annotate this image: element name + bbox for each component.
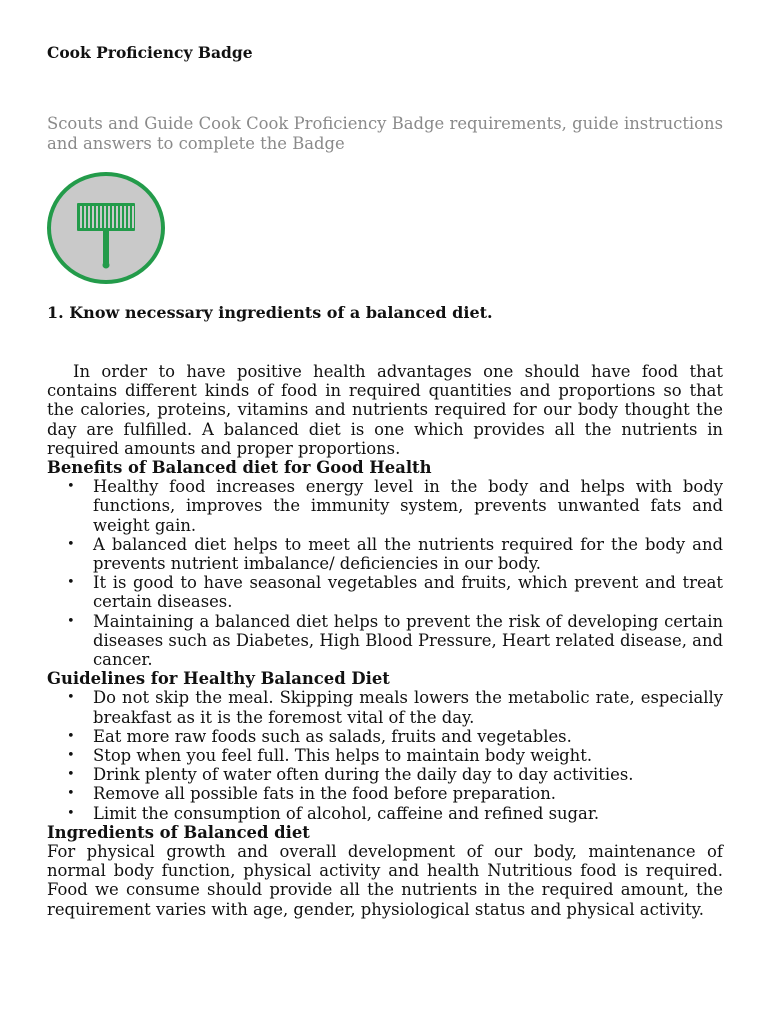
page-subtitle: Scouts and Guide Cook Cook Proficiency Badge requirements, guide instructions and answers to complete the Badge xyxy=(47,114,723,153)
article-body xyxy=(47,362,723,919)
page-title: Cook Proficiency Badge xyxy=(47,43,253,62)
list-item-text: It is good to have seasonal vegetables and fruits, which prevent and treat certain diseases. xyxy=(93,573,723,612)
question-heading: 1. Know necessary ingredients of a balanced diet. xyxy=(47,303,493,322)
bullet-icon: • xyxy=(67,748,75,764)
bullet-icon: • xyxy=(67,536,75,552)
bullet-icon: • xyxy=(67,690,75,706)
bullet-icon: • xyxy=(67,767,75,783)
bullet-icon: • xyxy=(67,786,75,802)
list-item xyxy=(47,746,723,765)
list-item-text: Healthy food increases energy level in the body and helps with body functions, improves the immunity system, prevents unwanted fats and weight gain. xyxy=(93,477,723,535)
guidelines-heading: Guidelines for Healthy Balanced Diet xyxy=(47,669,390,689)
list-item-text: Limit the consumption of alcohol, caffeine and refined sugar. xyxy=(93,803,600,823)
list-item xyxy=(47,804,723,823)
guidelines-list xyxy=(47,688,723,822)
list-item xyxy=(47,765,723,784)
list-item xyxy=(47,784,723,803)
ingredients-heading: Ingredients of Balanced diet xyxy=(47,822,310,842)
list-item-text: Do not skip the meal. Skipping meals lowers the metabolic rate, especially breakfast as it is the foremost vital of the day. xyxy=(93,688,723,727)
list-item xyxy=(47,688,723,726)
bullet-icon: • xyxy=(67,479,75,495)
benefits-list xyxy=(47,477,723,669)
list-item xyxy=(47,612,723,670)
list-item xyxy=(47,477,723,535)
list-item xyxy=(47,535,723,573)
list-item xyxy=(47,573,723,611)
bullet-icon: • xyxy=(67,575,75,591)
list-item-text: Remove all possible fats in the food before preparation. xyxy=(93,784,557,804)
list-item-text: Eat more raw foods such as salads, fruits and vegetables. xyxy=(93,726,572,746)
ingredients-paragraph: For physical growth and overall development of our body, maintenance of normal body function, physical activity and health Nutritious food is required. Food we consume should provide all the nutrients in the required amount, the requirement varies with age, gender, physiological status and physical activity. xyxy=(47,842,723,919)
list-item-text: A balanced diet helps to meet all the nutrients required for the body and prevents nutrient imbalance/ deficiencies in our body. xyxy=(93,534,723,574)
benefits-heading: Benefits of Balanced diet for Good Health xyxy=(47,458,432,478)
list-item-text: Stop when you feel full. This helps to maintain body weight. xyxy=(93,746,593,766)
bullet-icon: • xyxy=(67,613,75,629)
list-item-text: Drink plenty of water often during the daily day to day activities. xyxy=(93,765,634,785)
list-item-text: Maintaining a balanced diet helps to prevent the risk of developing certain diseases such as Diabetes, High Blood Pressure, Heart related disease, and cancer. xyxy=(93,611,723,670)
list-item xyxy=(47,727,723,746)
intro-paragraph: In order to have positive health advantages one should have food that contains different kinds of food in required quantities and proportions so that the calories, proteins, vitamins and nutrients required for our body thought the day are fulfilled. A balanced diet is one which provides all the nutrients in required amounts and proper proportions. xyxy=(47,362,723,458)
grill-grate-icon xyxy=(47,172,165,284)
bullet-icon: • xyxy=(67,805,75,821)
bullet-icon: • xyxy=(67,728,75,744)
